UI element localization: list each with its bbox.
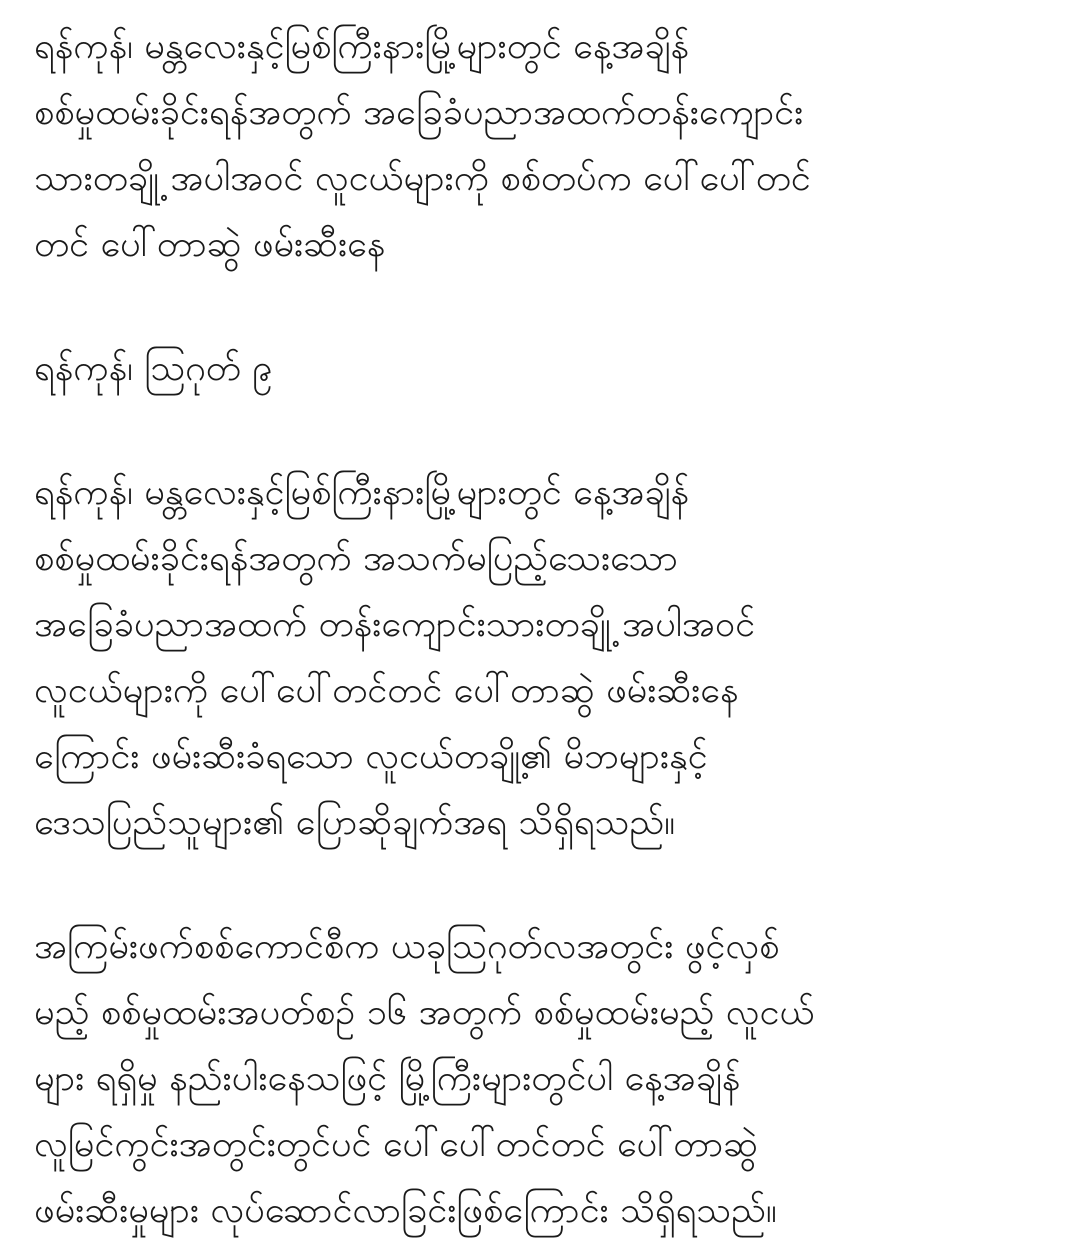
text-line: လူမြင်ကွင်းအတွင်းတွင်ပင် ပေါ်ပေါ်တင်တင် ပေါ်တာဆွဲ: [34, 1124, 758, 1165]
text-line: သားတချို့ အပါအဝင် လူငယ်များကို စစ်တပ်က ပေါ်ပေါ်တင်: [34, 158, 811, 199]
text-line: ဖမ်းဆီးမှုများ လုပ်ဆောင်လာခြင်းဖြစ်ကြောင်း သိရှိရသည်။: [34, 1190, 777, 1231]
text-line: ကြောင်း ဖမ်းဆီးခံရသော လူငယ်တချို့၏ မိဘများနှင့်: [34, 736, 708, 777]
dateline: ရန်ကုန်၊ ဩဂုတ် ၉: [34, 348, 273, 389]
text-line: စစ်မှုထမ်းခိုင်းရန်အတွက် အသက်မပြည့်သေးသော: [34, 538, 678, 579]
text-line: လူငယ်များကို ပေါ်ပေါ်တင်တင် ပေါ်တာဆွဲ ဖမ်းဆီးနေ: [34, 670, 739, 711]
text-line: ရန်ကုန်၊ မန္တလေးနှင့်မြစ်ကြီးနားမြို့များတွင် နေ့အချိန်: [34, 472, 689, 513]
text-line: စစ်မှုထမ်းခိုင်းရန်အတွက် အခြေခံပညာအထက်တန်းကျောင်း: [34, 92, 804, 133]
text-line: အကြမ်းဖက်စစ်ကောင်စီက ယခုဩဂုတ်လအတွင်း ဖွင့်လှစ်: [34, 926, 780, 967]
text-line: မည့် စစ်မှုထမ်းအပတ်စဉ် ၁၆ အတွက် စစ်မှုထမ်းမည့် လူငယ်: [34, 992, 815, 1033]
body-paragraph-2: [34, 914, 1049, 1244]
text-line: များ ရရှိမှု နည်းပါးနေသဖြင့် မြို့ကြီးများတွင်ပါ နေ့အချိန်: [34, 1058, 741, 1099]
text-line: တင် ပေါ်တာဆွဲ ဖမ်းဆီးနေ: [34, 224, 386, 265]
paragraph-spacer: [34, 402, 1049, 460]
text-line: ရန်ကုန်၊ မန္တလေးနှင့်မြစ်ကြီးနားမြို့များတွင် နေ့အချိန်: [34, 26, 689, 67]
text-line: အခြေခံပညာအထက် တန်းကျောင်းသားတချို့ အပါအဝင်: [34, 604, 756, 645]
text-line: ဒေသပြည်သူများ၏ ပြောဆိုချက်အရ သိရှိရသည်။: [34, 802, 676, 843]
headline-paragraph: [34, 14, 1049, 278]
body-paragraph-1: [34, 460, 1049, 856]
paragraph-spacer: [34, 278, 1049, 336]
paragraph-spacer: [34, 856, 1049, 914]
